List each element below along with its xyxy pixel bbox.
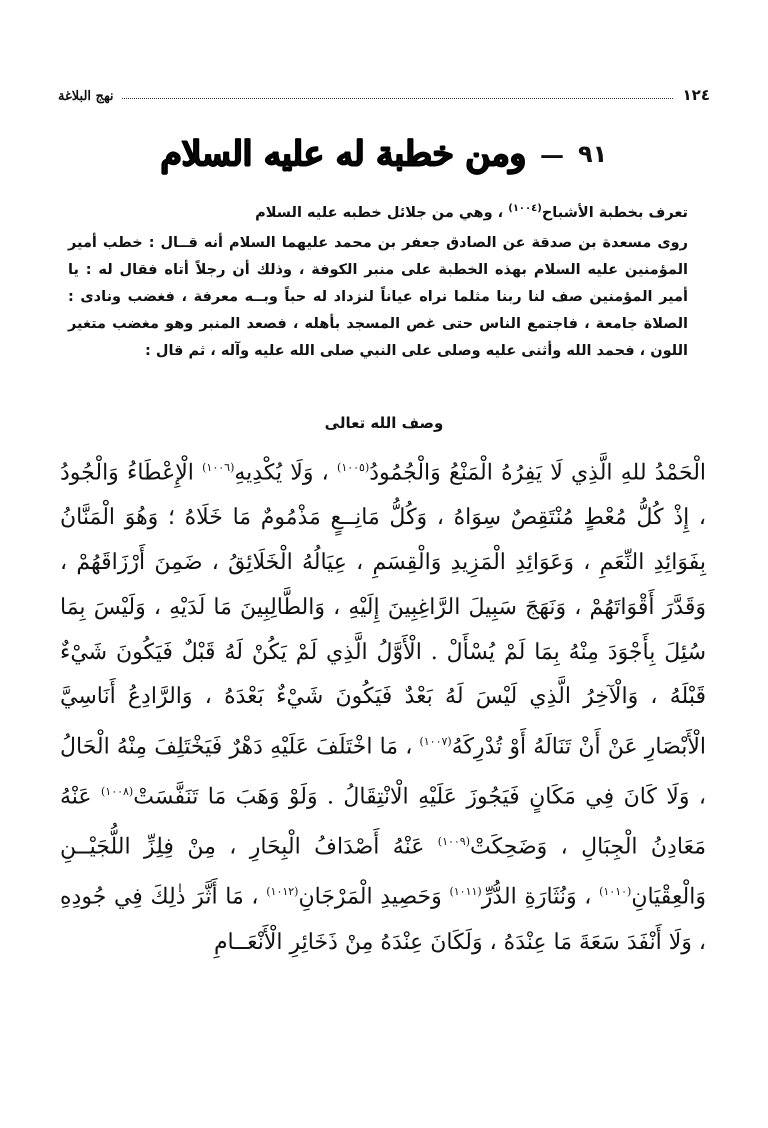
footnote-marker: (١٠٠٥) xyxy=(337,461,370,474)
sermon-text-segment: عَنْهُ أَصْدَافُ الْبِحَارِ ، مِنْ فِلِزِّ اللُّجَيْــنِ وَالْعِقْيَانِ xyxy=(60,834,706,910)
sermon-text-segment: ، وَنُثَارَةِ الدُّرِّ xyxy=(481,884,592,910)
sermon-title-calligraphy: ومن خطبة له عليه السلام xyxy=(160,134,527,174)
sermon-text-segment: الْحَمْدُ للهِ الَّذِي لَا يَفِرُهُ الْمَنْعُ وَالْجُمُودُ xyxy=(369,460,707,486)
sermon-text-segment: ، وَلَا يُكْدِيهِ xyxy=(234,460,329,486)
footnote-marker: (١٠١١) xyxy=(449,885,482,899)
intro-narration: روى مسعدة بن صدقة عن الصادق جعفر بن محمد عليهما السلام أنه قــال : خطب أمير المؤمنين عليه السلام بهذه الخطبة على منبر الكوفة ، وذلك أن رجلاً أتاه فقال له : يا أمير المؤمنين صف لنا ربنا مثلما نراه عياناً لنزداد له حباً وبــه معرفة ، فغضب ونادى : الصلاة جامعة ، فاجتمع الناس حتى غص المسجد بأهله ، فصعد المنبر وهو مغضب متغير اللون ، فحمد الله وأثنى عليه وصلى على النبي صلى الله عليه وآله ، ثم قال : xyxy=(68,234,688,359)
intro-title-rest: ، وهي من جلائل خطبه عليه السلام xyxy=(255,204,504,221)
sermon-text-segment: ، مَا اخْتَلَفَ عَلَيْهِ دَهْرٌ فَيَخْتَلِفَ مِنْهُ الْحَالُ ، وَلَا كَانَ فِي مَكَانٍ فَيَجُوزَ عَلَيْهِ الْانْتِقَالُ . وَلَوْ وَهَبَ مَا تَنَفَّسَتْ xyxy=(60,734,706,810)
footnote-marker: (١٠٠٨) xyxy=(100,785,134,799)
footnote-marker: (١٠٠٤) xyxy=(508,203,542,214)
section-heading: وصف الله تعالى xyxy=(324,414,444,432)
sermon-text-segment: ، مَا أَثَّرَ ذٰلِكَ فِي جُودِهِ ، وَلَا أَنْفَدَ سَعَةَ مَا عِنْدَهُ ، وَلَكَانَ عِنْدَهُ مِنْ ذَخَائِرِ الْأَنْعَــامِ xyxy=(60,884,706,955)
footnote-marker: (١٠١٢) xyxy=(266,885,299,899)
footnote-marker: (١٠٠٧) xyxy=(419,735,452,749)
sermon-text-segment: الْإِعْطَاءُ وَالْجُودُ ، إِذْ كُلُّ مُعْطٍ مُنْتَقِصٌ سِوَاهُ ، وَكُلُّ مَانِــعٍ مَذْمُومٌ مَا خَلَاهُ ؛ وَهُوَ الْمَنَّانُ بِفَوَائِدِ النِّعَمِ ، وَعَوَائِدِ الْمَزِيدِ وَالْقِسَمِ ، عِيَالُهُ الْخَلَائِقُ ، ضَمِنَ أَرْزَاقَهُمْ ، وَقَدَّرَ أَقْوَاتَهُمْ ، وَنَهَجَ سَبِيلَ الرَّاغِبِينَ إِلَيْهِ ، وَالطَّالِبِينَ مَا لَدَيْهِ ، وَلَيْسَ بِمَا سُئِلَ بِأَجْوَدَ مِنْهُ بِمَا لَمْ يُسْأَلْ . الْأَوَّلُ الَّذِي لَمْ يَكُنْ لَهُ قَبْلٌ فَيَكُونَ شَيْءٌ قَبْلَهُ ، وَالْآخِرُ الَّذِي لَيْسَ لَهُ بَعْدٌ فَيَكُونَ شَيْءٌ بَعْدَهُ ، وَالرَّادِعُ أَنَاسِيَّ الْأَبْصَارِ عَنْ أَنْ تَنَالَهُ أَوْ تُدْرِكَهُ xyxy=(60,460,707,760)
sermon-number: ٩١ xyxy=(578,140,608,168)
header-dotted-rule xyxy=(122,98,673,99)
footnote-marker: (١٠١٠) xyxy=(599,885,632,899)
page-number: ١٢٤ xyxy=(682,86,710,104)
intro-title-line xyxy=(68,196,688,226)
footnote-marker: (١٠٠٦) xyxy=(202,461,235,474)
sermon-text-segment: عَنْهُ مَعَادِنُ الْجِبَالِ ، وَضَحِكَتْ xyxy=(60,784,706,860)
running-header xyxy=(58,80,710,104)
sermon-introduction xyxy=(68,196,688,365)
book-title: نهج البلاغة xyxy=(58,89,114,104)
sermon-text xyxy=(60,446,706,965)
sermon-dash: — xyxy=(540,139,565,169)
intro-title-text: تعرف بخطبة الأشباح xyxy=(541,204,688,221)
footnote-marker: (١٠٠٩) xyxy=(437,835,471,849)
sermon-heading xyxy=(0,128,768,180)
sermon-text-segment: وَحَصِيدِ الْمَرْجَانِ xyxy=(298,884,442,910)
